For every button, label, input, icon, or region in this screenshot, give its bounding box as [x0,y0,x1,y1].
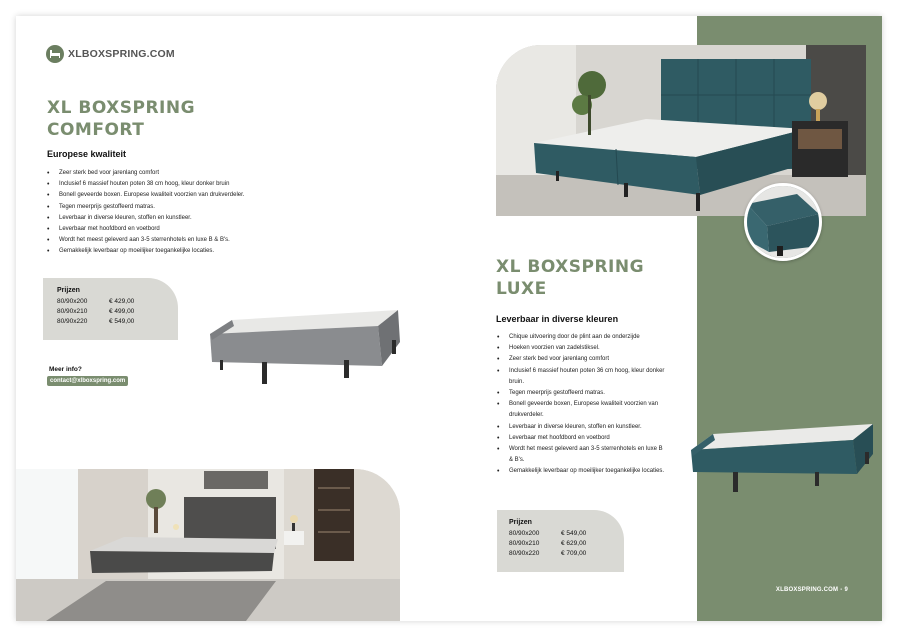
feature-item: • Chique uitvoering door de plint aan de onderzijde [497,332,665,343]
luxe-bedroom-photo [496,45,866,216]
price-value: € 549,00 [561,530,587,537]
price-size: 80/90x200 [509,530,540,537]
feature-item: • Leverbaar met hoofdbord en voetbord [497,433,665,444]
feature-item: • Leverbaar met hoofdbord en voetbord [47,224,337,235]
logo-text: XLBOXSPRING.COM [68,48,175,60]
corner-detail-photo [744,183,822,261]
feature-item: • Hoeken voorzien van zadelstiksel. [497,343,665,354]
price-value: € 429,00 [109,298,135,305]
page-footer [774,587,848,593]
feature-item: • Zeer sterk bed voor jarenlang comfort [497,354,665,365]
page-number: 9 [844,587,848,593]
feature-item: • Wordt het meest geleverd aan 3-5 sterrenhotels en luxe B & B's. [47,235,337,246]
price-row [57,307,178,317]
feature-item: • Leverbaar in diverse kleuren, stoffen en kunstleer. [497,422,665,433]
price-row [509,529,624,539]
price-value: € 629,00 [561,540,587,547]
luxe-price-list [509,529,624,559]
luxe-title-line2: LUXE [496,279,547,299]
price-value: € 709,00 [561,550,587,557]
comfort-price-box [43,278,178,340]
price-value: € 499,00 [109,308,135,315]
luxe-price-box [497,510,624,572]
price-size: 80/90x210 [509,540,540,547]
comfort-title-line2: COMFORT [47,120,145,140]
feature-item: • Zeer sterk bed voor jarenlang comfort [47,168,337,179]
price-row [57,297,178,307]
contact-email-link[interactable]: contact@xlboxspring.com [47,376,128,386]
contact-label: Meer info? [49,366,82,373]
comfort-title [47,97,195,141]
feature-item: • Inclusief 6 massief houten poten 36 cm hoog, kleur donker bruin. [497,366,665,388]
price-size: 80/90x220 [57,318,88,325]
price-row [509,539,624,549]
price-size: 80/90x210 [57,308,88,315]
price-size: 80/90x200 [57,298,88,305]
feature-item: • Wordt het meest geleverd aan 3-5 sterrenhotels en luxe B & B's. [497,444,665,466]
comfort-feature-list [47,168,337,258]
luxe-product-image [687,414,877,500]
luxe-title-line1: XL BOXSPRING [496,257,645,277]
feature-item: • Tegen meerprijs gestoffeerd matras. [497,388,665,399]
feature-item: • Bonell geveerde boxen, Europese kwaliteit voorzien van drukverdeler. [497,399,665,421]
comfort-title-line1: XL BOXSPRING [47,98,196,118]
feature-item: • Inclusief 6 massief houten poten 38 cm hoog, kleur donker bruin [47,179,337,190]
comfort-price-list [57,297,178,327]
footer-separator: - [840,587,843,593]
feature-item: • Tegen meerprijs gestoffeerd matras. [47,202,337,213]
page-left [16,16,449,621]
luxe-prices-title: Prijzen [509,519,532,526]
page-right [449,16,882,621]
price-row [57,317,178,327]
comfort-prices-title: Prijzen [57,287,80,294]
brand-logo [46,45,175,63]
luxe-subtitle: Leverbaar in diverse kleuren [496,314,619,324]
price-size: 80/90x220 [509,550,540,557]
feature-item: • Bonell geveerde boxen. Europese kwaliteit voorzien van drukverdeler. [47,190,337,201]
price-value: € 549,00 [109,318,135,325]
feature-item: • Gemakkelijk leverbaar op moeilijker toegankelijke locaties. [47,246,337,257]
luxe-feature-list [497,332,665,478]
comfort-subtitle: Europese kwaliteit [47,149,127,159]
footer-site: XLBOXSPRING.COM [775,587,839,593]
comfort-bedroom-photo [16,469,400,621]
feature-item: • Gemakkelijk leverbaar op moeilijker toegankelijke locaties. [497,466,665,477]
comfort-product-image [204,296,404,390]
feature-item: • Leverbaar in diverse kleuren, stoffen en kunstleer. [47,213,337,224]
price-row [509,549,624,559]
bed-icon [46,45,64,63]
luxe-title [496,256,644,300]
brochure-spread [16,16,882,621]
